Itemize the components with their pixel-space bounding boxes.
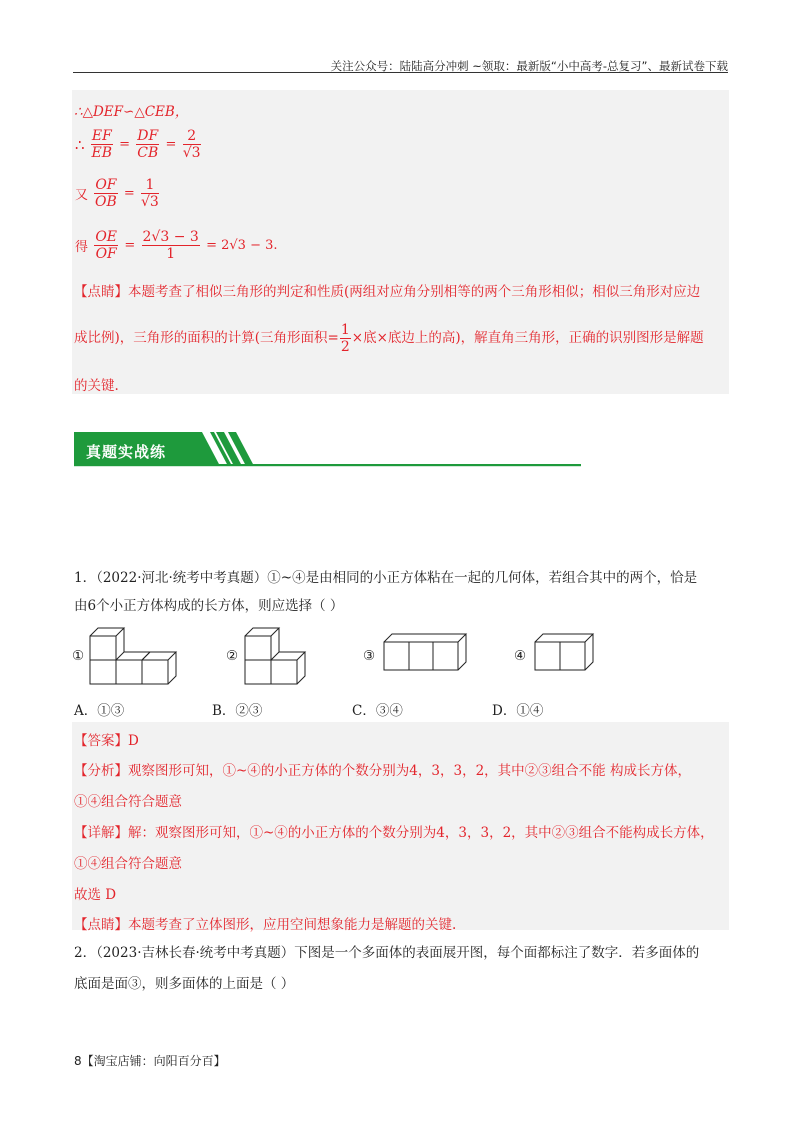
detail-line-2: ①④组合符合题意 — [74, 856, 182, 872]
ratio-equation-1 — [74, 128, 202, 161]
option-a[interactable]: A．①③ — [74, 703, 125, 719]
cube-edges — [271, 652, 305, 684]
figure-1-cubes — [88, 624, 178, 686]
q1-dianjing-line: 【点睛】本题考查了立体图形，应用空间想象能力是解题的关键. — [74, 917, 457, 933]
q2-line-2: 底面是面③，则多面体的上面是（ ） — [74, 976, 295, 992]
fraction-den: √3 — [182, 145, 201, 161]
analysis-line-2: ①④组合符合题意 — [74, 794, 182, 810]
cube-edges — [384, 634, 466, 670]
equals-sign: = — [165, 137, 177, 152]
fraction-num: EF — [91, 128, 112, 144]
de-word: 得 — [75, 240, 89, 255]
fraction-2-sqrt3 — [183, 128, 201, 161]
result-value: = 2√3 − 3. — [206, 238, 278, 253]
fraction-num: OE — [95, 229, 118, 245]
fraction-of-ob — [94, 177, 117, 210]
cube-edges — [535, 634, 593, 670]
fraction-den: 2 — [340, 339, 350, 355]
dianjing-text-b: ×底×底边上的高)，解直角三角形，正确的识别图形是解题 — [351, 330, 704, 346]
analysis-line-1: 【分析】观察图形可知，①~④的小正方体的个数分别为4，3，3，2，其中②③组合不能 构成长方体， — [74, 763, 691, 779]
figure-3-cubes — [382, 632, 468, 672]
header-rule — [73, 72, 728, 73]
fraction-df-cb — [136, 128, 159, 161]
dianjing-line-1: 【点睛】本题考查了相似三角形的判定和性质(两组对应角分别相等的两个三角形相似；相似三角形对应边 — [74, 284, 701, 300]
q2-line-1: 2．（2023·吉林长春·统考中考真题）下图是一个多面体的表面展开图，每个面都标注了数字．若多面体的 — [74, 945, 700, 961]
detail-line-1: 【详解】解：观察图形可知，①~④的小正方体的个数分别为4，3，3，2，其中②③组合不能构成长方体， — [74, 825, 714, 841]
dianjing-line-3: 的关键. — [74, 378, 119, 394]
header-text: 关注公众号：陆陆高分冲刺 ~领取：最新版“小中高考-总复习”、最新试卷下载 — [330, 59, 728, 73]
fraction-num: 2 — [183, 128, 201, 145]
option-d[interactable]: D．①④ — [492, 703, 544, 719]
fraction-num: DF — [137, 128, 159, 144]
figure-2-cubes — [243, 624, 307, 686]
fraction-num: 2√3 − 3 — [142, 229, 199, 245]
similar-triangles-line: ∴△DEF∽△CEB， — [74, 104, 189, 120]
answer-line: 【答案】D — [74, 733, 139, 749]
q1-line-2: 由6个小正方体构成的长方体，则应选择（ ） — [74, 598, 344, 614]
fraction-den: CB — [137, 145, 159, 161]
fraction-den: 1 — [166, 246, 176, 262]
you-word: 又 — [75, 188, 89, 203]
fraction-den: OB — [95, 194, 117, 210]
fig-label-2: ② — [226, 648, 239, 664]
choose-line: 故选 D — [74, 887, 117, 903]
cube-edges — [90, 628, 124, 684]
dianjing-text-a: 成比例)，三角形的面积的计算(三角形面积= — [74, 330, 339, 346]
ratio-equation-2 — [74, 177, 160, 210]
equals-sign: = — [123, 186, 135, 201]
fraction-den: √3 — [141, 194, 159, 210]
option-c[interactable]: C．③④ — [352, 703, 403, 719]
q1-line-1: 1．（2022·河北·统考中考真题）①~④是由相同的小正方体粘在一起的几何体，若组合其中的两个，恰是 — [74, 570, 698, 586]
fraction-den: OF — [95, 246, 117, 262]
fraction-one-half — [340, 322, 351, 355]
cube-edges — [245, 628, 279, 684]
fraction-num: OF — [95, 177, 117, 193]
option-b[interactable]: B．②③ — [212, 703, 263, 719]
fraction-ef-eb — [91, 128, 113, 161]
fraction-den: EB — [91, 145, 113, 161]
equals-sign: = — [124, 238, 136, 253]
fraction-num: 1 — [141, 177, 159, 194]
fig-label-1: ① — [72, 648, 85, 664]
section-title: 真题实战练 — [86, 443, 167, 461]
equals-sign: = — [119, 137, 130, 152]
fraction-1-sqrt3 — [141, 177, 159, 210]
page-footer: 8【淘宝店铺：向阳百分百】 — [74, 1054, 226, 1068]
banner-underline — [74, 464, 581, 466]
cube-edges — [142, 652, 176, 684]
fig-label-4: ④ — [514, 648, 527, 664]
fig-label-3: ③ — [363, 648, 376, 664]
therefore-symbol: ∴ — [75, 135, 85, 154]
dianjing-line-2 — [74, 322, 704, 355]
ratio-equation-3 — [74, 229, 279, 262]
figure-4-cubes — [533, 632, 595, 672]
fraction-2sqrt3-minus-3 — [142, 229, 200, 262]
fraction-oe-of — [94, 229, 118, 262]
fraction-num: 1 — [340, 322, 350, 338]
